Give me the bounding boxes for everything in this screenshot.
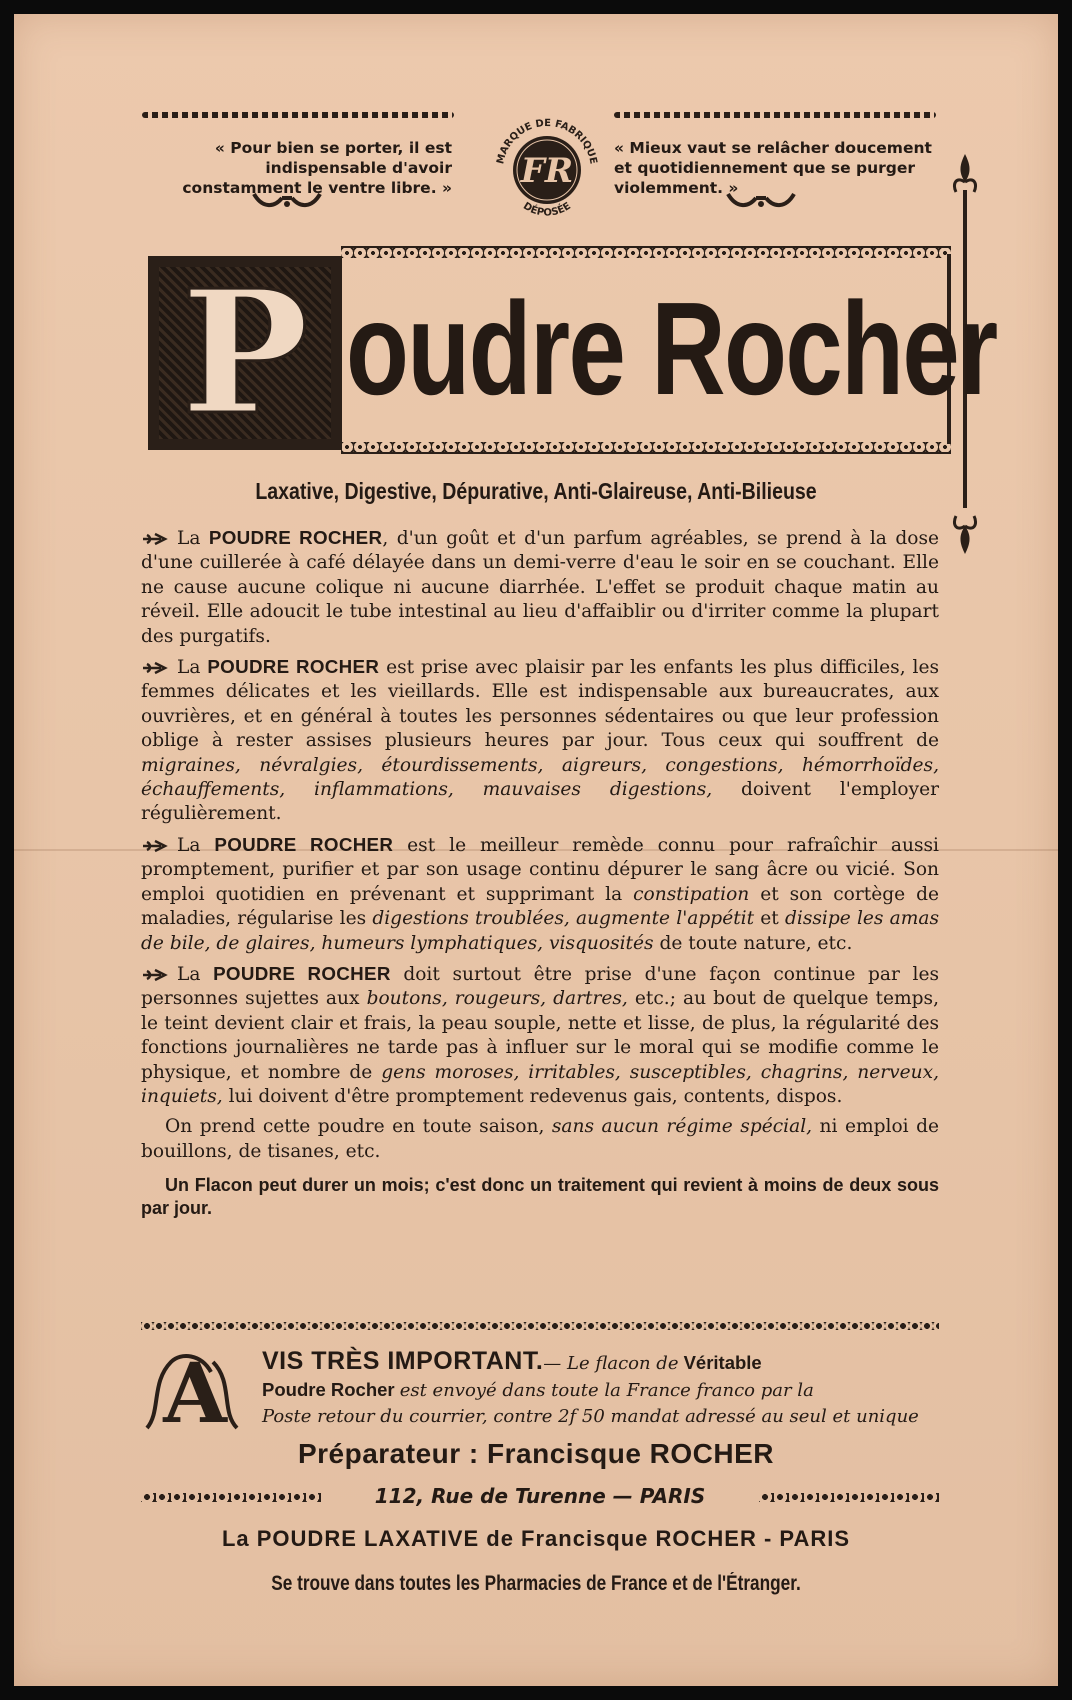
paragraph-4: La POUDRE ROCHER doit surtout être prise d'une façon continue par les personnes sujettes aux boutons, rougeurs, dartres, etc.; au bout de quelque temps, le teint devient clair et frais, la peau souple, nette et lisse, de plus, la régularité des fonctions journalières ne tarde pas à influer sur le moral qui se modifie comme le physique, et nombre de gens moroses, irritables, susceptibles, chagrins, nerveux, inquiets, lui doivent d'être promptement redevenus gais, contents, dispos.	[141, 962, 939, 1107]
paragraph-3: La POUDRE ROCHER est le meilleur remède connu pour rafraîchir aussi promptement, purifier et par son usage continu dépurer le sang âcre ou vicié. Son emploi quotidien en prévenant et supprimant la constipation et son cortège de maladies, régularise les digestions troublées, augmente l'appétit et dissipe les amas de bile, de glaires, humeurs lymphatiques, visquosités de toute nature, etc.	[141, 833, 939, 954]
seal-trademark-text: MARQUE DE FABRIQUE	[495, 117, 599, 166]
quote-right: « Mieux vaut se relâcher doucement et quotidiennement que se purger violemment. »	[614, 139, 932, 197]
paragraph-5: On prend cette poudre en toute saison, sans aucun régime spécial, ni emploi de bouillons, de tisanes, etc.	[141, 1116, 939, 1162]
product-name: POUDRE ROCHER	[208, 527, 383, 548]
price-note: Un Flacon peut durer un mois; c'est donc un traitement qui revient à moins de deux sous par jour.	[141, 1175, 939, 1219]
trademark-seal	[487, 110, 607, 230]
swash-ornament-left	[252, 190, 322, 210]
product-name: POUDRE ROCHER	[214, 833, 394, 855]
pointing-hand-icon	[141, 968, 171, 982]
seal-deposee-text: DÉPOSÉE	[521, 200, 573, 219]
seal-monogram: FR	[520, 151, 574, 191]
header-rule-right	[614, 112, 936, 118]
paragraph-1: La POUDRE ROCHER, d'un goût et d'un parfum agréables, se prend à la dose d'une cuillerée à café délayée dans un demi-verre d'eau le soir en se couchant. Elle ne cause aucune colique ni aucune diarrhée. L'effet se produit chaque matin au réveil. Elle adoucit le tube intestinal au lieu d'affaiblir ou d'irriter comme la plupart des purgatifs.	[141, 527, 939, 647]
title-text: oudre Rocher	[346, 275, 997, 422]
body-text	[141, 526, 939, 1226]
product-name: POUDRE ROCHER	[213, 962, 391, 984]
header-rule-left	[142, 112, 454, 118]
availability-line: Se trouve dans toutes les Pharmacies de France et de l'Étranger.	[271, 1572, 801, 1595]
preparateur-line: Préparateur : Francisque ROCHER	[297, 1438, 775, 1469]
product-name: POUDRE ROCHER	[207, 656, 380, 678]
address-row	[141, 1484, 939, 1510]
address-text: 112, Rue de Turenne — PARIS	[374, 1484, 706, 1508]
ornamental-dropcap	[148, 253, 342, 453]
advertisement-sheet	[14, 14, 1058, 1686]
dropcap-letter: P	[181, 253, 309, 453]
pointing-hand-icon	[141, 661, 171, 675]
title-bottom-border	[341, 442, 951, 454]
paragraph-2: La POUDRE ROCHER est prise avec plaisir par les enfants les plus difficiles, les femmes délicates et les vieillards. Elle est indispensable aux bureaucrates, aux ouvrières, et en général à toutes les personnes sédentaires ou que leur profession oblige à rester assises plusieurs heures par jour. Tous ceux qui souffrent de migraines, névralgies, étourdissements, aigreurs, congestions, hémorrhoïdes, échauffements, inflammations, mauvaises digestions, doivent l'employer régulièrement.	[141, 656, 939, 825]
laxative-line: La POUDRE LAXATIVE de Francisque ROCHER - PARIS	[221, 1526, 851, 1551]
address-ornament-right	[759, 1493, 939, 1502]
swash-ornament-right	[726, 190, 796, 210]
avis-heading: VIS TRÈS IMPORTANT.	[262, 1347, 544, 1375]
title-top-border	[341, 246, 951, 258]
ornamental-dropcap-a	[141, 1342, 249, 1434]
avis-notice: VIS TRÈS IMPORTANT.— Le flacon de Véritable Poudre Rocher est envoyé dans toute la France franco par la Poste retour du courrier, contre 2f 50 mandat adressé au seul et unique	[262, 1347, 919, 1427]
avis-cap-letter: A	[163, 1346, 227, 1434]
title-block	[136, 246, 997, 460]
subtitle: Laxative, Digestive, Dépurative, Anti-Glaireuse, Anti-Bilieuse	[255, 478, 817, 504]
quote-left: « Pour bien se porter, il est indispensable d'avoir constamment le ventre libre. »	[182, 139, 452, 197]
pointing-hand-icon	[141, 839, 171, 853]
section-divider	[141, 1322, 939, 1330]
pointing-hand-icon	[141, 532, 171, 546]
